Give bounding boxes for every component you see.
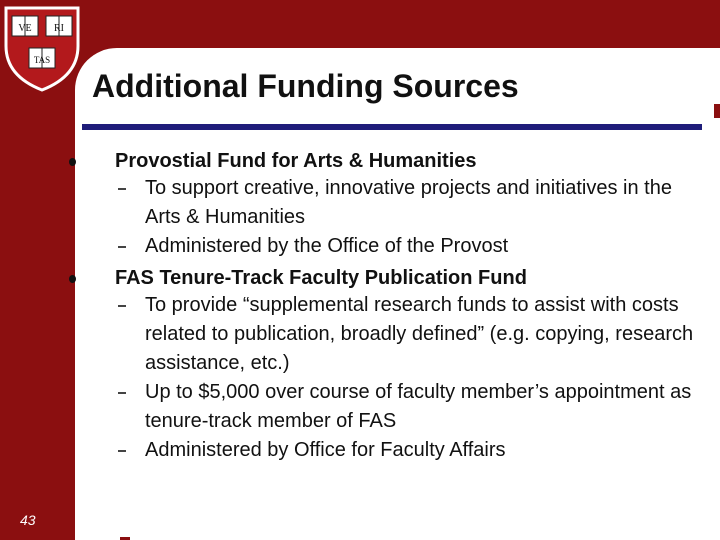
dash-icon: [118, 188, 126, 190]
sub-bullet-text: To support creative, innovative projects and initiatives in the Arts & Humanities: [145, 177, 672, 228]
sub-bullet-text: Up to $5,000 over course of faculty member’s appointment as tenure-track member of FAS: [145, 381, 692, 432]
dash-icon: [118, 246, 126, 248]
slide-number: 43: [20, 512, 36, 528]
bullet-dot-icon: [69, 158, 76, 166]
bullet-dot-icon: [69, 275, 76, 283]
logo-text-ve: VE: [18, 23, 32, 34]
sub-bullet-item: [75, 378, 695, 436]
bullet-item: [75, 148, 695, 174]
dash-icon: [118, 392, 126, 394]
logo-text-tas: TAS: [33, 55, 51, 65]
dash-icon: [118, 450, 126, 452]
sub-bullet-item: [75, 436, 695, 465]
decorative-tick: [714, 104, 720, 118]
bullet-list: [75, 148, 695, 465]
sub-bullet-text: Administered by the Office of the Provost: [145, 235, 509, 257]
sub-bullet-item: [75, 291, 695, 378]
dash-icon: [118, 305, 126, 307]
bullet-text: FAS Tenure-Track Faculty Publication Fund: [115, 267, 527, 289]
title-rule: [82, 124, 702, 130]
bullet-text: Provostial Fund for Arts & Humanities: [115, 150, 477, 172]
slide-title: Additional Funding Sources: [92, 68, 519, 104]
bullet-item: [75, 265, 695, 291]
sub-bullet-item: [75, 174, 695, 232]
sub-bullet-item: [75, 232, 695, 261]
logo-text-ri: RI: [54, 23, 64, 34]
sub-bullet-text: Administered by Office for Faculty Affairs: [145, 439, 506, 461]
harvard-shield-logo-icon: [2, 2, 82, 92]
sub-bullet-text: To provide “supplemental research funds to assist with costs related to publication, broadly defined” (e.g. copying, research assistance, etc.): [145, 294, 694, 374]
